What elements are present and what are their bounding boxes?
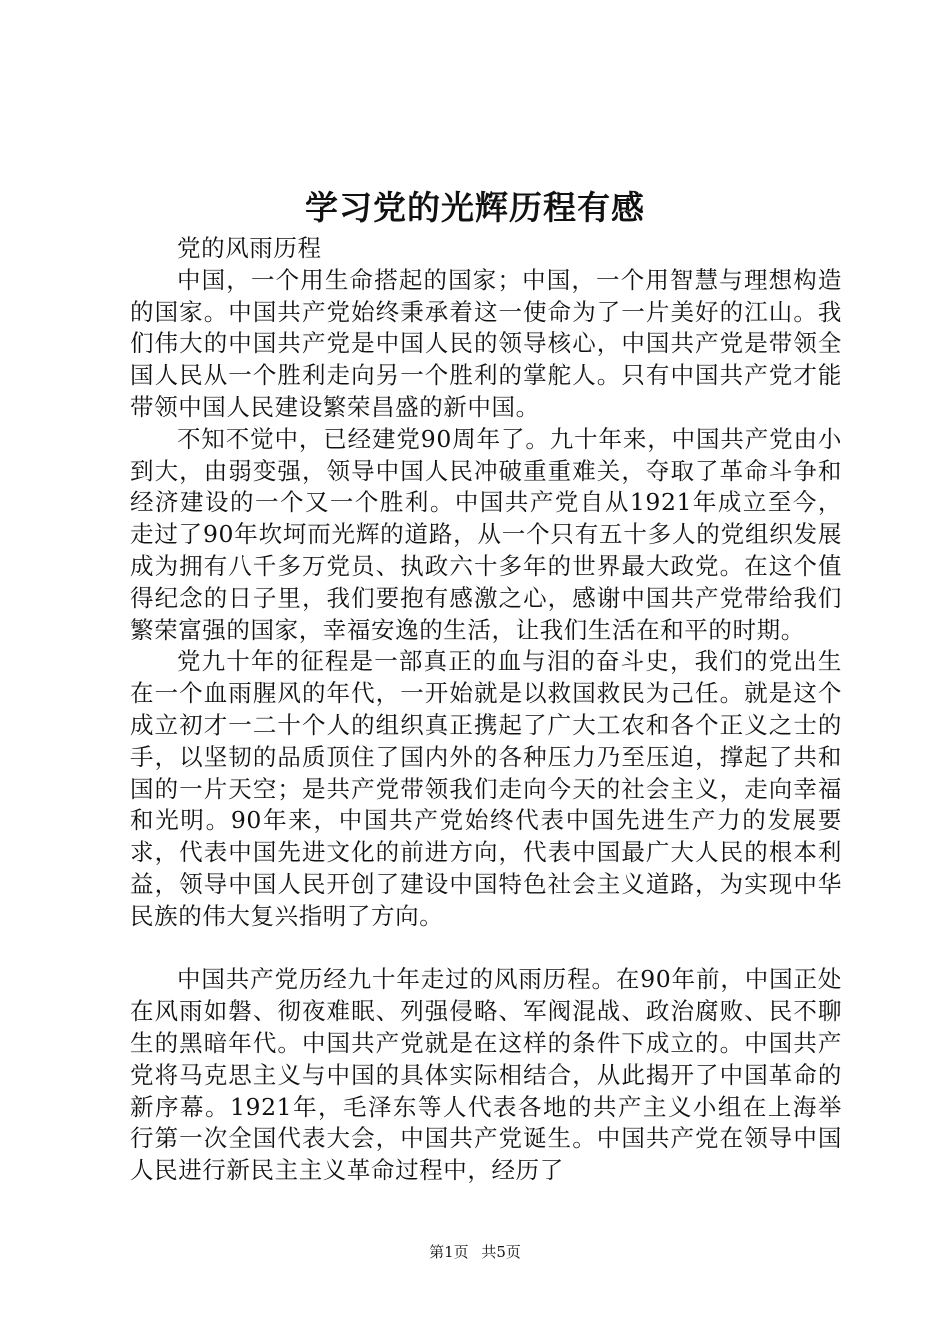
paragraph-subheading: 党的风雨历程 bbox=[177, 234, 322, 262]
paragraph-2: 不知不觉中，已经建党90周年了。九十年来，中国共产党由小到大，由弱变强，领导中国人民冲破重重难关，夺取了革命斗争和经济建设的一个又一个胜利。中国共产党自从1921年成立至今，走过了90年坎坷而光辉的道路，从一个只有五十多人的党组织发展成为拥有八千多万党员、执政六十多年的世界最大政党。在这个值得纪念的日子里，我们要抱有感激之心，感谢中国共产党带给我们繁荣富强的国家，幸福安逸的生活，让我们生活在和平的时期。 bbox=[130, 424, 842, 644]
document-body bbox=[130, 233, 842, 1187]
paragraph-4: 中国共产党历经九十年走过的风雨历程。在90年前，中国正处在风雨如磐、彻夜难眠、列强侵略、军阀混战、政治腐败、民不聊生的黑暗年代。中国共产党就是在这样的条件下成立的。中国共产党将马克思主义与中国的具体实际相结合，从此揭开了中国革命的新序幕。1921年，毛泽东等人代表各地的共产主义小组在上海举行第一次全国代表大会，中国共产党诞生。中国共产党在领导中国人民进行新民主主义革命过程中，经历了 bbox=[130, 965, 842, 1185]
page-number: 第1页 bbox=[429, 1243, 469, 1261]
paragraph-1: 中国，一个用生命搭起的国家；中国，一个用智慧与理想构造的国家。中国共产党始终秉承着这一使命为了一片美好的江山。我们伟大的中国共产党是中国人民的领导核心，中国共产党是带领全国人民从一个胜利走向另一个胜利的掌舵人。只有中国共产党才能带领中国人民建设繁荣昌盛的新中国。 bbox=[130, 265, 842, 421]
page-total: 共5页 bbox=[481, 1243, 521, 1261]
paragraph-spacer bbox=[130, 933, 842, 965]
page-footer bbox=[0, 1242, 950, 1262]
document-title: 学习党的光辉历程有感 bbox=[305, 188, 645, 227]
paragraph-3: 党九十年的征程是一部真正的血与泪的奋斗史，我们的党出生在一个血雨腥风的年代，一开始就是以救国救民为己任。就是这个成立初才一二十个人的组织真正携起了广大工农和各个正义之士的手，以坚韧的品质顶住了国内外的各种压力乃至压迫，撑起了共和国的一片天空；是共产党带领我们走向今天的社会主义，走向幸福和光明。90年来，中国共产党始终代表中国先进生产力的发展要求，代表中国先进文化的前进方向，代表中国最广大人民的根本利益，领导中国人民开创了建设中国特色社会主义道路，为实现中华民族的伟大复兴指明了方向。 bbox=[130, 647, 842, 930]
